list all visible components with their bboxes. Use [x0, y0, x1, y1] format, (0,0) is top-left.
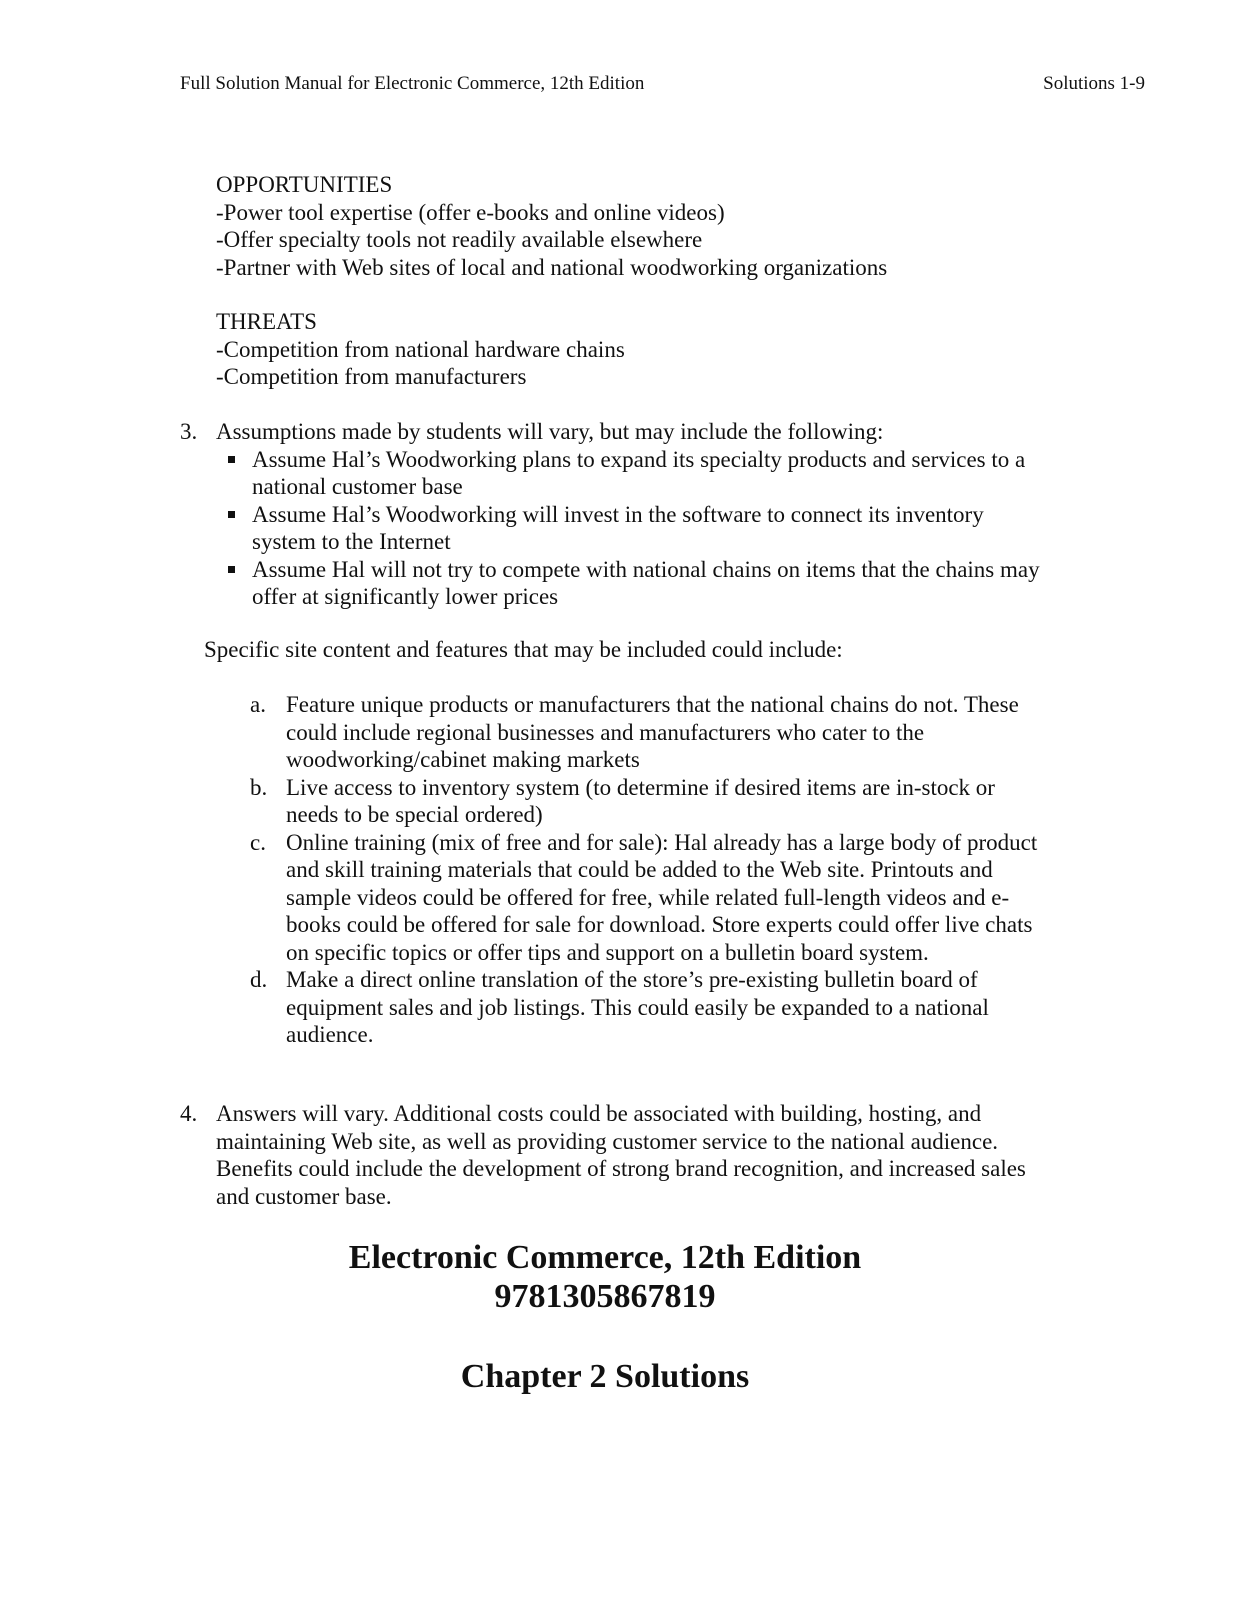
book-isbn: 9781305867819	[494, 1278, 716, 1315]
site-content-intro: Specific site content and features that may be included could include:	[204, 637, 843, 662]
item-letter: d.	[250, 967, 268, 992]
opportunities-section	[216, 171, 1096, 281]
bullet-text: Assume Hal’s Woodworking plans to expand its specialty products and services to a national customer base	[252, 446, 1026, 499]
running-header-page: Solutions 1-9	[1043, 73, 1145, 94]
item-number: 4.	[180, 1101, 198, 1126]
site-features-list	[250, 691, 1040, 1049]
threat-line: -Competition from manufacturers	[216, 364, 527, 389]
feature-item	[250, 966, 1040, 1049]
threats-heading: THREATS	[216, 309, 317, 334]
book-title: Electronic Commerce, 12th Edition	[348, 1239, 862, 1276]
opportunity-line: -Offer specialty tools not readily available elsewhere	[216, 227, 703, 252]
square-bullet-icon	[228, 456, 235, 463]
chapter-heading: Chapter 2 Solutions	[460, 1358, 750, 1395]
answer-item-4	[180, 1100, 1040, 1210]
assumption-bullet	[216, 501, 1040, 556]
opportunity-line: -Power tool expertise (offer e-books and online videos)	[216, 199, 725, 225]
feature-text: Online training (mix of free and for sale): Hal already has a large body of product and skill training materials that could be added to the Web site. Printouts and sample videos could be offered for free, while related full-length videos and e-books could be offered for sale for download. Store experts could offer live chats on specific topics or offer tips and support on a bulletin board system.	[286, 829, 1038, 965]
assumptions-list	[216, 446, 1040, 611]
feature-item	[250, 774, 1040, 829]
feature-item	[250, 691, 1040, 774]
square-bullet-icon	[228, 566, 235, 573]
item-letter: c.	[250, 829, 266, 855]
bullet-text: Assume Hal will not try to compete with national chains on items that the chains may offer at significantly lower prices	[252, 556, 1040, 609]
feature-item	[250, 829, 1040, 967]
feature-text: Feature unique products or manufacturers that the national chains do not. These could include regional businesses and manufacturers who cater to the woodworking/cabinet making markets	[286, 692, 1019, 772]
feature-text: Live access to inventory system (to determine if desired items are in-stock or needs to be special ordered)	[286, 774, 995, 827]
opportunity-line: -Partner with Web sites of local and national woodworking organizations	[216, 254, 888, 280]
item-number: 3.	[180, 419, 198, 444]
assumption-bullet	[216, 556, 1040, 611]
threat-line: -Competition from national hardware chains	[216, 336, 625, 362]
item-letter: a.	[250, 692, 266, 717]
assumption-bullet	[216, 446, 1040, 501]
opportunities-heading: OPPORTUNITIES	[216, 172, 393, 197]
item-letter: b.	[250, 774, 268, 800]
bullet-text: Assume Hal’s Woodworking will invest in the software to connect its inventory system to the Internet	[252, 501, 984, 554]
answer-item-3	[180, 418, 1040, 611]
threats-section	[216, 308, 1096, 391]
feature-text: Make a direct online translation of the store’s pre-existing bulletin board of equipment sales and job listings. This could easily be expanded to a national audience.	[286, 967, 989, 1047]
item-3-intro: Assumptions made by students will vary, but may include the following:	[216, 419, 884, 444]
square-bullet-icon	[228, 511, 235, 518]
running-header-title: Full Solution Manual for Electronic Commerce, 12th Edition	[180, 73, 645, 94]
item-4-text: Answers will vary. Additional costs could be associated with building, hosting, and maintaining Web site, as well as providing customer service to the national audience. Benefits could include the development of strong brand recognition, and increased sales and customer base.	[216, 1101, 1026, 1209]
